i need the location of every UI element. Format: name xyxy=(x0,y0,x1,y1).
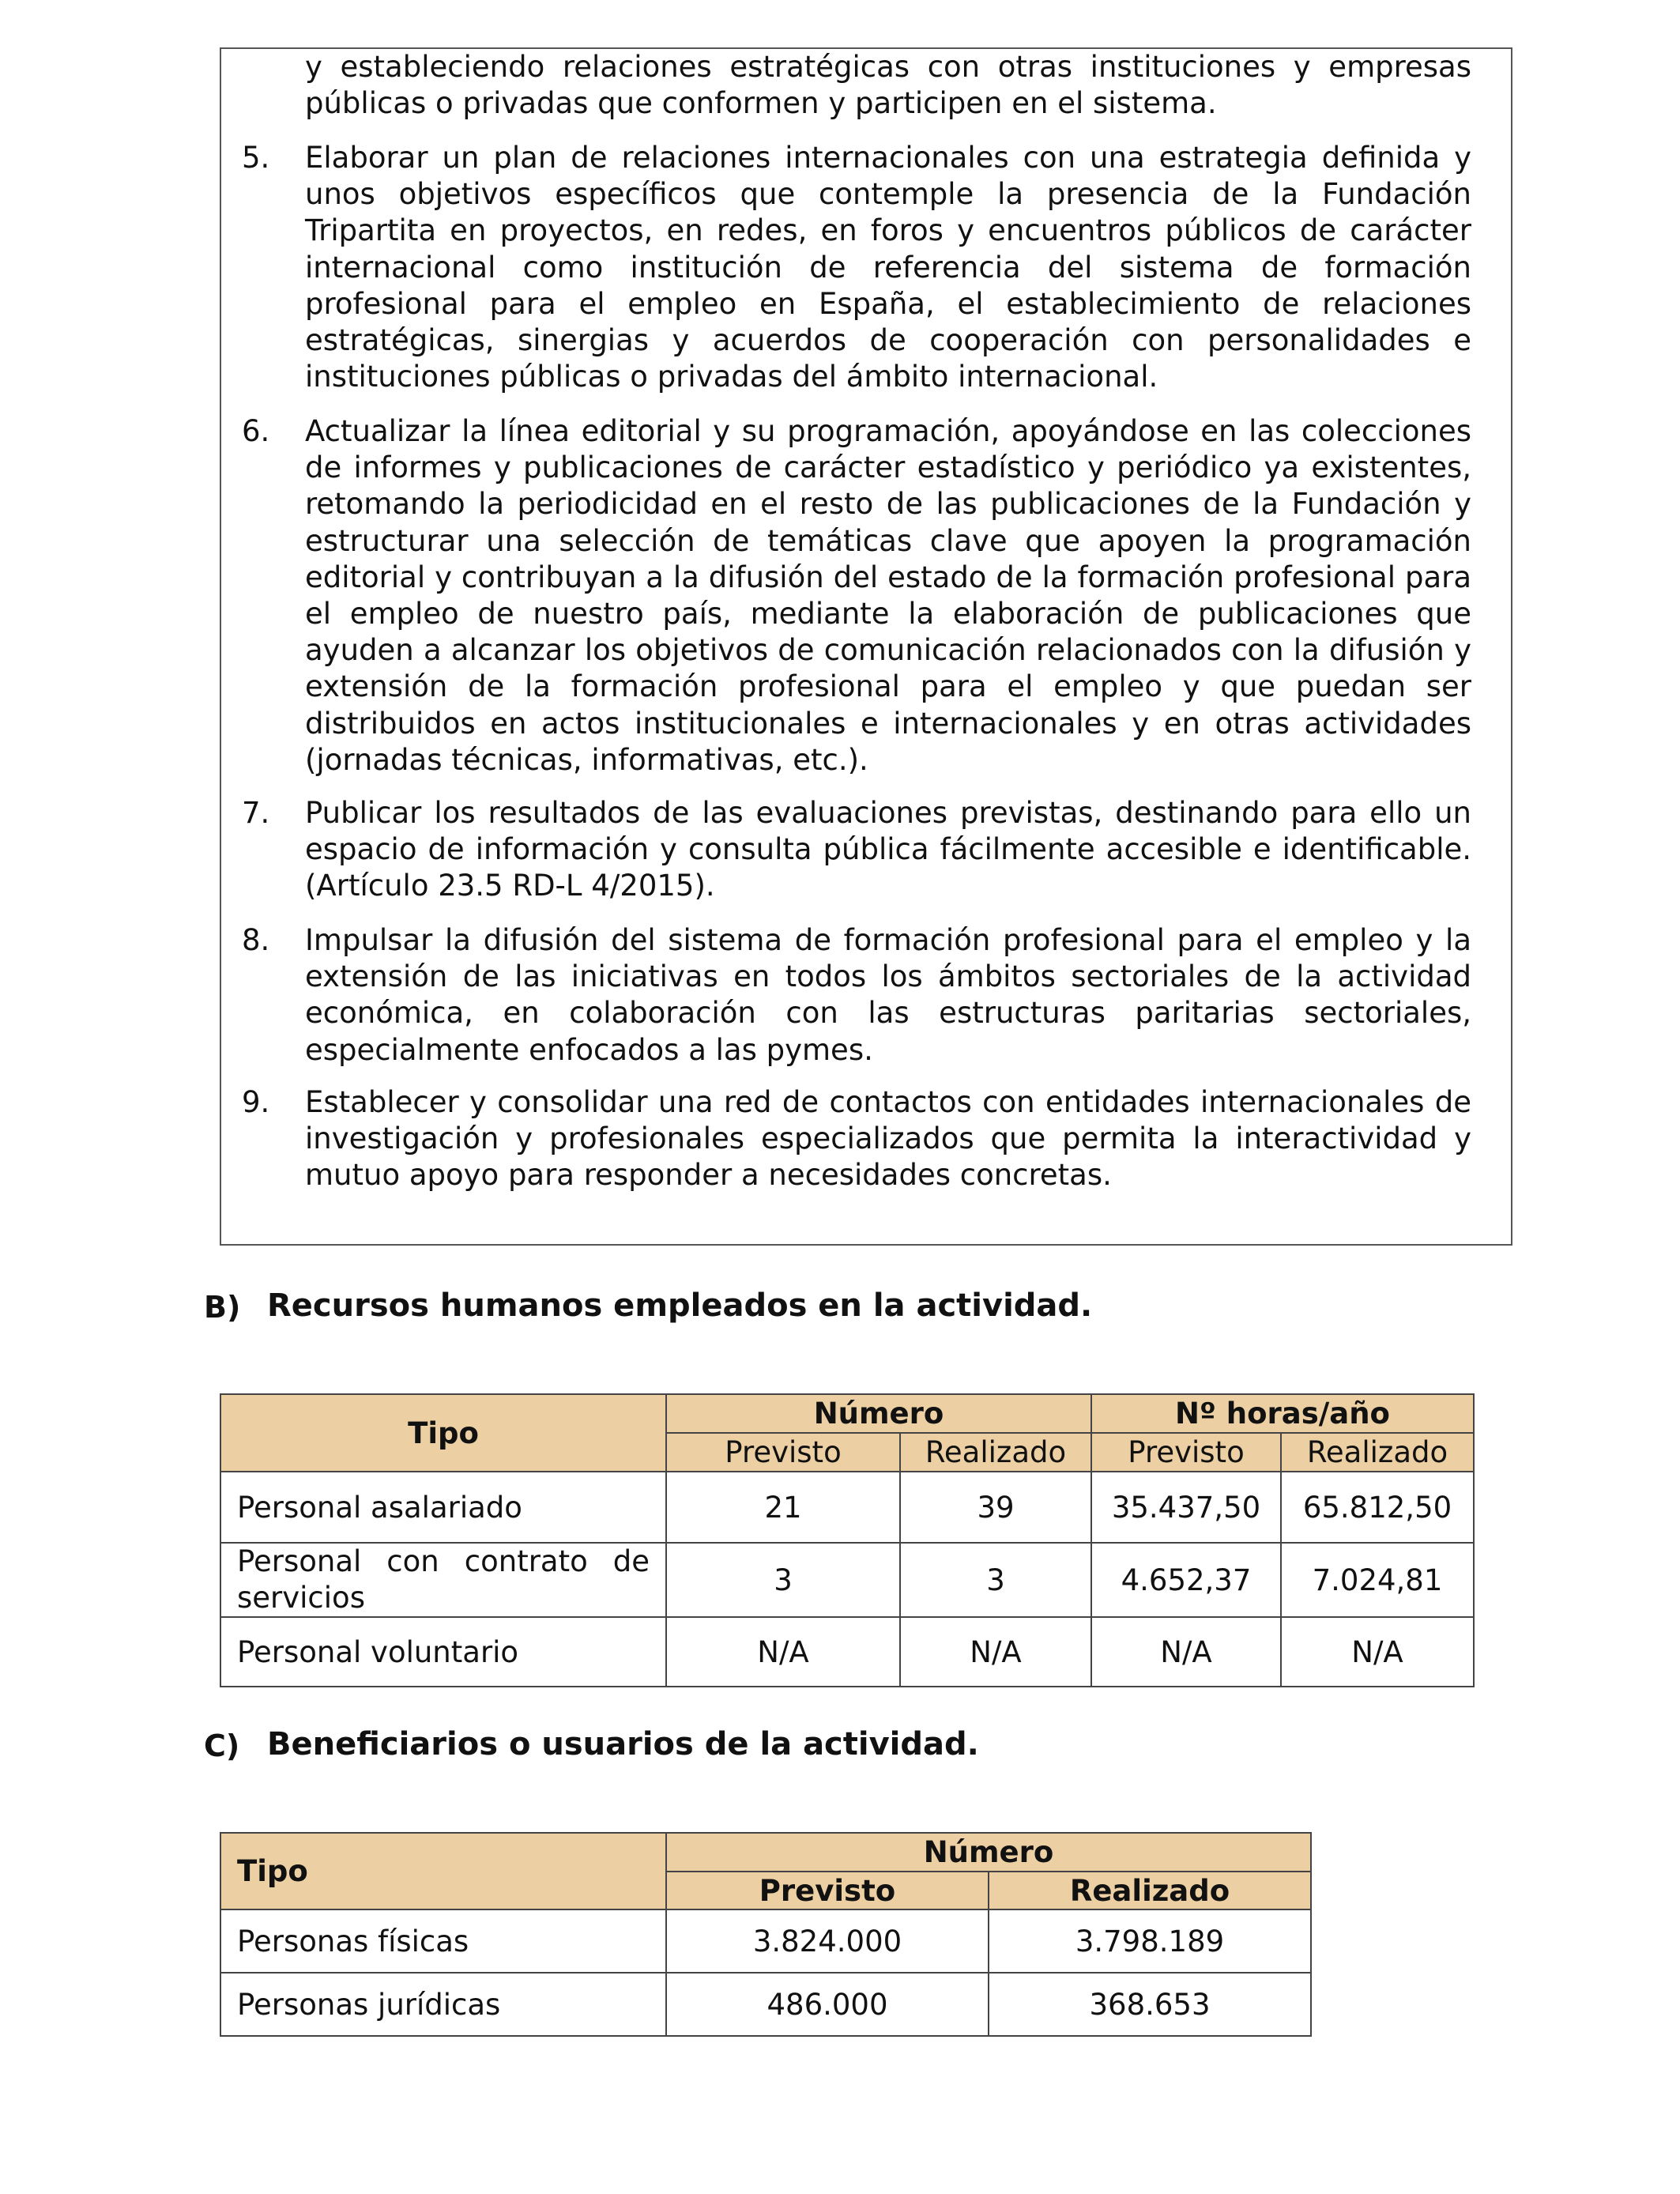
section-c-title: Beneficiarios o usuarios de la actividad. xyxy=(267,1726,979,1762)
row-value: 3.824.000 xyxy=(666,1909,989,1973)
row-value: 39 xyxy=(900,1472,1091,1543)
header-numero-previsto: Previsto xyxy=(666,1433,900,1472)
row-value: 3.798.189 xyxy=(989,1909,1311,1973)
row-value: 3 xyxy=(666,1543,900,1617)
section-c-letter: C) xyxy=(204,1728,240,1763)
section-b-letter: B) xyxy=(204,1290,241,1325)
list-item-continuation: y estableciendo relaciones estratégicas con otras instituciones y empresas públicas o privadas que conformen y participen en el sistema. xyxy=(305,50,1471,121)
row-type: Personas físicas xyxy=(220,1909,666,1973)
header-numero-realizado: Realizado xyxy=(900,1433,1091,1472)
table-row xyxy=(220,1543,1474,1617)
header-tipo: Tipo xyxy=(220,1394,666,1472)
table-row xyxy=(220,1472,1474,1543)
header-previsto: Previsto xyxy=(666,1872,989,1909)
row-value: 486.000 xyxy=(666,1973,989,2036)
list-item-6: Actualizar la línea editorial y su programación, apoyándose en las colecciones de informes y publicaciones de carácter estadístico y periódico ya existentes, retomando la periodicidad en el resto de las publicaciones de la Fundación y estructurar una selección de temáticas clave que apoyen la programación editorial y contribuyan a la difusión del estado de la formación profesional para el empleo de nuestro país, mediante la elaboración de publicaciones que ayuden a alcanzar los objetivos de comunicación relacionados con la difusión y extensión de la formación profesional para el empleo y que puedan ser distribuidos en actos institucionales e internacionales y en otras actividades (jornadas técnicas, informativas, etc.). xyxy=(305,414,1471,777)
list-item-7: Publicar los resultados de las evaluaciones previstas, destinando para ello un espacio de información y consulta pública fácilmente accesible e identificable. (Artículo 23.5 RD-L 4/2015). xyxy=(305,796,1471,903)
row-type: Personas jurídicas xyxy=(220,1973,666,2036)
header-horas: Nº horas/año xyxy=(1091,1394,1474,1433)
row-value: 3 xyxy=(900,1543,1091,1617)
list-number-7: 7. xyxy=(242,796,270,830)
table-row xyxy=(220,1617,1474,1687)
list-item-8: Impulsar la difusión del sistema de formación profesional para el empleo y la extensión de las iniciativas en todos los ámbitos sectoriales de la actividad económica, en colaboración con las estructuras paritarias sectoriales, especialmente enfocados a las pymes. xyxy=(305,923,1471,1067)
row-value: N/A xyxy=(900,1617,1091,1687)
row-value: N/A xyxy=(666,1617,900,1687)
human-resources-table xyxy=(220,1393,1475,1687)
list-number-6: 6. xyxy=(242,414,270,448)
header-horas-previsto: Previsto xyxy=(1091,1433,1281,1472)
row-value: 7.024,81 xyxy=(1281,1543,1474,1617)
row-value: 368.653 xyxy=(989,1973,1311,2036)
table-row xyxy=(220,1973,1311,2036)
list-number-8: 8. xyxy=(242,923,270,957)
section-b-title: Recursos humanos empleados en la actividad. xyxy=(267,1287,1093,1324)
row-type: Personal asalariado xyxy=(220,1472,666,1543)
header-horas-realizado: Realizado xyxy=(1281,1433,1474,1472)
header-numero: Número xyxy=(666,1394,1091,1433)
row-value: N/A xyxy=(1091,1617,1281,1687)
row-type: Personal voluntario xyxy=(220,1617,666,1687)
beneficiaries-table xyxy=(220,1832,1312,2037)
header-numero: Número xyxy=(666,1833,1311,1872)
row-type: Personal con contrato de servicios xyxy=(220,1543,666,1617)
list-number-5: 5. xyxy=(242,141,270,175)
row-value: 35.437,50 xyxy=(1091,1472,1281,1543)
list-item-9: Establecer y consolidar una red de contactos con entidades internacionales de investigación y profesionales especializados que permita la interactividad y mutuo apoyo para responder a necesidades concretas. xyxy=(305,1085,1471,1193)
header-tipo: Tipo xyxy=(220,1833,666,1909)
row-value: N/A xyxy=(1281,1617,1474,1687)
row-value: 21 xyxy=(666,1472,900,1543)
list-number-9: 9. xyxy=(242,1085,270,1119)
table-row xyxy=(220,1909,1311,1973)
header-realizado: Realizado xyxy=(989,1872,1311,1909)
list-item-5: Elaborar un plan de relaciones internacionales con una estrategia definida y unos objetivos específicos que contemple la presencia de la Fundación Tripartita en proyectos, en redes, en foros y encuentros públicos de carácter internacional como institución de referencia del sistema de formación profesional para el empleo en España, el establecimiento de relaciones estratégicas, sinergias y acuerdos de cooperación con personalidades e instituciones públicas o privadas del ámbito internacional. xyxy=(305,141,1471,394)
row-value: 4.652,37 xyxy=(1091,1543,1281,1617)
row-value: 65.812,50 xyxy=(1281,1472,1474,1543)
